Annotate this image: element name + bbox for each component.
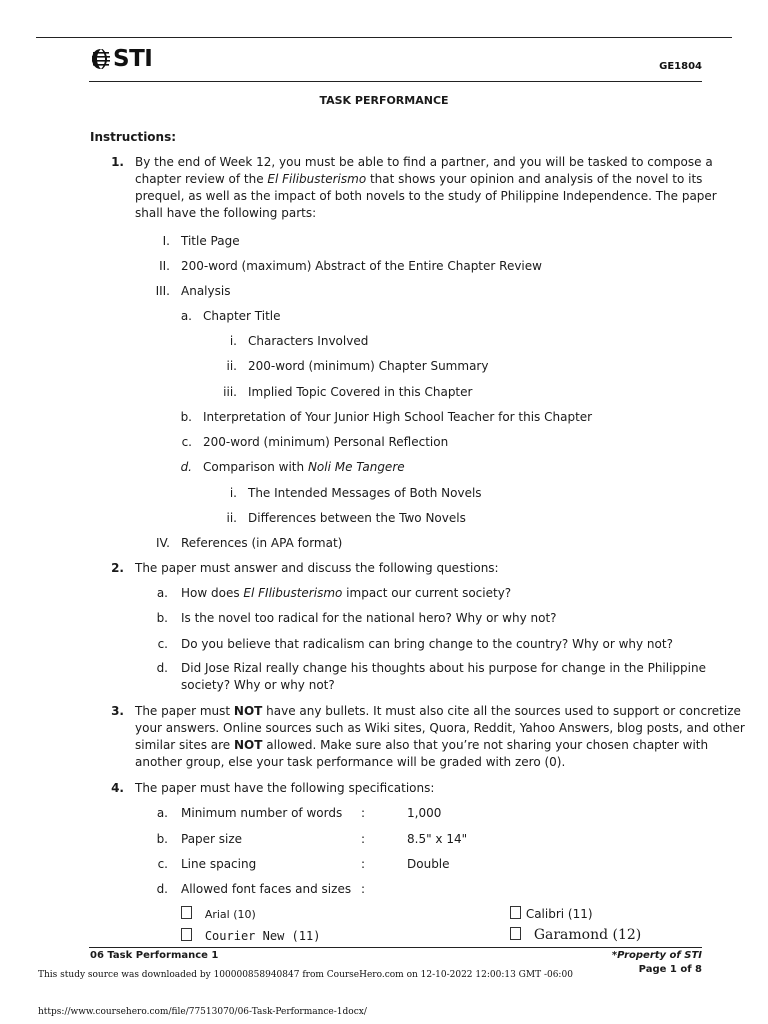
page-number: Page 1 of 8 <box>638 964 702 975</box>
outline-marker: b. <box>180 410 192 424</box>
footer-document-name: 06 Task Performance 1 <box>90 950 219 961</box>
paragraph-line: another group, else your task performance will be graded with zero (0). <box>135 755 566 769</box>
spec-value: Double <box>407 857 450 871</box>
footer-property: *Property of STI <box>611 950 702 961</box>
logo-wordmark: STI <box>113 46 153 72</box>
outline-item: Interpretation of Your Junior High School Teacher for this Chapter <box>203 410 593 424</box>
outline-marker: IV. <box>155 536 170 550</box>
question-marker: c. <box>157 637 168 651</box>
outline-marker: II. <box>159 259 170 273</box>
item-1-paragraph <box>135 154 717 222</box>
outline-marker: c. <box>181 435 192 449</box>
outline-item: The Intended Messages of Both Novels <box>248 486 482 500</box>
top-rule <box>36 37 732 38</box>
item-3-paragraph <box>135 703 745 771</box>
globe-logo-icon <box>90 46 112 72</box>
outline-item: 200-word (minimum) Chapter Summary <box>248 359 489 373</box>
checkbox-icon <box>181 928 192 941</box>
checkbox-icon <box>510 906 521 919</box>
outline-item: Comparison with Noli Me Tangere <box>203 460 405 474</box>
spec-label: Line spacing <box>181 857 257 871</box>
question-text: Do you believe that radicalism can bring change to the country? Why or why not? <box>181 637 673 651</box>
instructions-heading: Instructions: <box>90 130 177 144</box>
question-marker: b. <box>156 611 168 625</box>
paragraph-line: chapter review of the El Filibusterismo that shows your opinion and analysis of the novel to its <box>135 172 703 186</box>
outline-item: Implied Topic Covered in this Chapter <box>248 385 473 399</box>
spec-separator: : <box>361 832 366 846</box>
question-text-continued: society? Why or why not? <box>181 678 335 692</box>
spec-marker: b. <box>156 832 168 846</box>
outline-item: Differences between the Two Novels <box>248 511 466 525</box>
item-number-3: 3. <box>111 704 124 718</box>
spec-label: Paper size <box>181 832 243 846</box>
outline-marker: I. <box>162 234 170 248</box>
font-option-arial: Arial (10) <box>181 906 256 923</box>
spec-separator: : <box>361 806 366 820</box>
paragraph-line: prequel, as well as the impact of both novels to the study of Philippine Independence. The paper <box>135 189 717 203</box>
font-option-courier: Courier New (11) <box>181 928 320 945</box>
outline-item: Chapter Title <box>203 309 281 323</box>
spec-label: Minimum number of words <box>181 806 343 820</box>
outline-item: 200-word (minimum) Personal Reflection <box>203 435 449 449</box>
footer-rule <box>89 947 702 948</box>
paragraph-line: your answers. Online sources such as Wiki sites, Quora, Reddit, Yahoo Answers, blog posts, and other <box>135 721 745 735</box>
paragraph-line: The paper must NOT have any bullets. It must also cite all the sources used to support or concretize <box>135 704 741 718</box>
font-option-calibri: Calibri (11) <box>510 906 593 923</box>
outline-marker: d. <box>180 460 192 474</box>
outline-item: 200-word (maximum) Abstract of the Entire Chapter Review <box>181 259 542 273</box>
outline-item: References (in APA format) <box>181 536 343 550</box>
question-text: Is the novel too radical for the national hero? Why or why not? <box>181 611 557 625</box>
source-url[interactable]: https://www.coursehero.com/file/77513070/06-Task-Performance-1docx/ <box>38 1007 367 1017</box>
checkbox-icon <box>510 927 521 940</box>
item-number-4: 4. <box>111 781 124 795</box>
header-rule <box>89 81 702 82</box>
spec-marker: c. <box>157 857 168 871</box>
outline-marker: ii. <box>226 511 237 525</box>
question-marker: d. <box>156 661 168 675</box>
outline-item: Characters Involved <box>248 334 369 348</box>
question-text: Did Jose Rizal really change his thoughts about his purpose for change in the Philippine <box>181 661 706 675</box>
paragraph-line: By the end of Week 12, you must be able to find a partner, and you will be tasked to compose a <box>135 155 713 169</box>
item-4-text: The paper must have the following specifications: <box>135 781 435 795</box>
spec-value: 8.5" x 14" <box>407 832 468 846</box>
outline-marker: iii. <box>223 385 237 399</box>
sti-logo <box>90 44 152 74</box>
outline-item: Analysis <box>181 284 231 298</box>
outline-marker: i. <box>229 486 237 500</box>
spec-marker: d. <box>156 882 168 896</box>
question-marker: a. <box>156 586 168 600</box>
outline-marker: i. <box>229 334 237 348</box>
outline-marker: III. <box>155 284 170 298</box>
spec-separator: : <box>361 882 366 896</box>
paragraph-line: shall have the following parts: <box>135 206 317 220</box>
item-number-2: 2. <box>111 561 124 575</box>
paragraph-line: similar sites are NOT allowed. Make sure also that you’re not sharing your chosen chapter with <box>135 738 709 752</box>
item-2-text: The paper must answer and discuss the following questions: <box>135 561 499 575</box>
font-option-garamond: Garamond (12) <box>510 927 641 944</box>
spec-label: Allowed font faces and sizes <box>181 882 352 896</box>
course-code: GE1804 <box>659 61 702 72</box>
checkbox-icon <box>181 906 192 919</box>
outline-marker: ii. <box>226 359 237 373</box>
download-notice: This study source was downloaded by 100000858940847 from CourseHero.com on 12-10-2022 12:00:13 GMT -06:00 <box>38 970 573 980</box>
spec-separator: : <box>361 857 366 871</box>
outline-item: Title Page <box>181 234 240 248</box>
question-text: How does El FIlibusterismo impact our current society? <box>181 586 512 600</box>
spec-marker: a. <box>156 806 168 820</box>
item-number-1: 1. <box>111 155 124 169</box>
document-title: TASK PERFORMANCE <box>319 94 449 107</box>
spec-value: 1,000 <box>407 806 442 820</box>
outline-marker: a. <box>180 309 192 323</box>
